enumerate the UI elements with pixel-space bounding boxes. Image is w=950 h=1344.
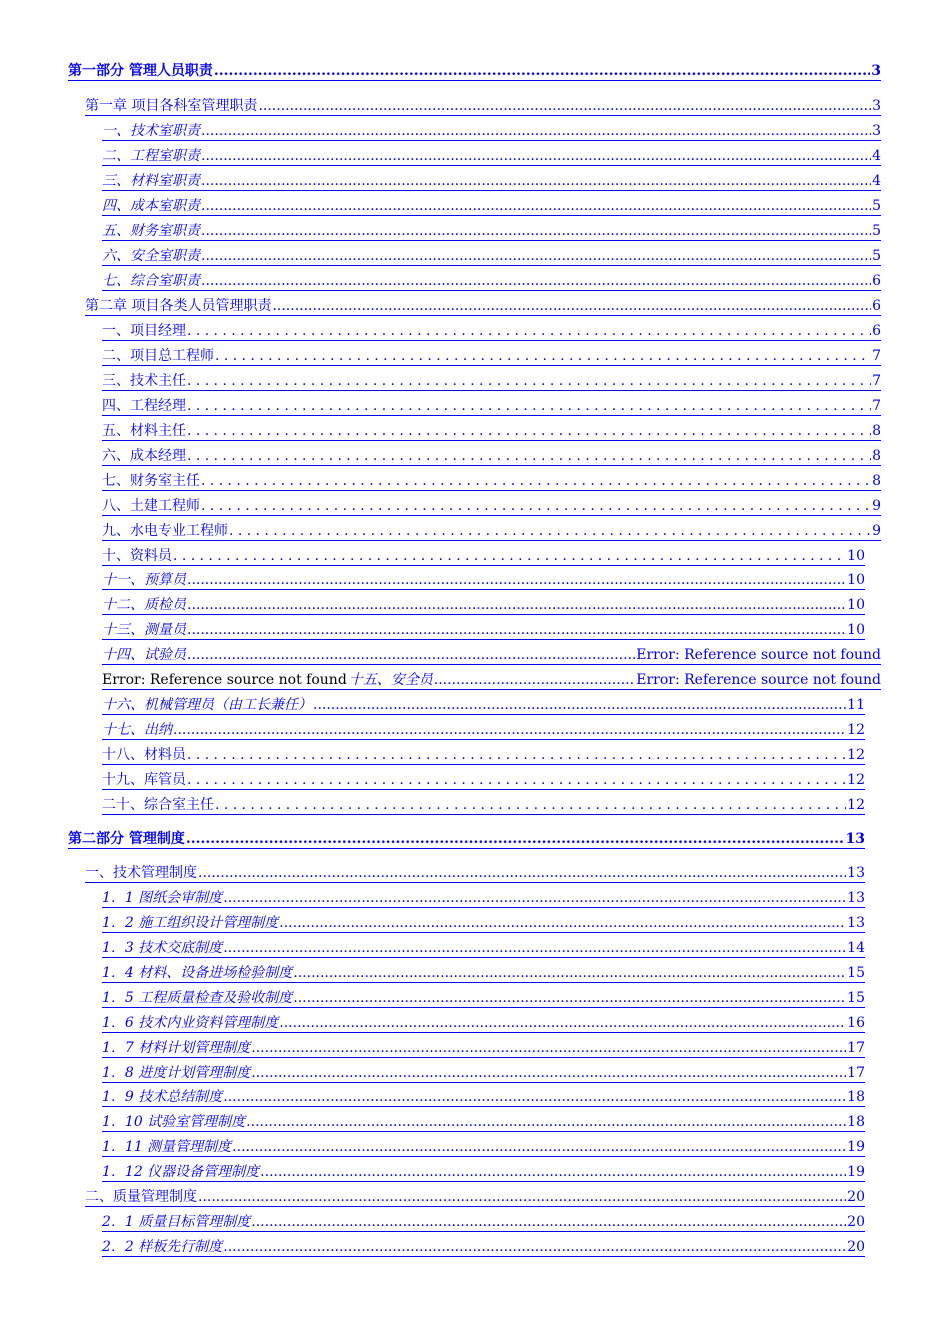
toc-entry-title[interactable]: 九、水电专业工程师 (102, 523, 228, 539)
toc-entry-page-number[interactable]: 3 (872, 98, 881, 114)
toc-entry-page-number[interactable]: 15 (847, 965, 865, 981)
toc-dot-leader (201, 497, 871, 515)
toc-entry[interactable] (102, 1161, 865, 1182)
toc-dot-leader (187, 621, 846, 639)
toc-entry[interactable] (102, 220, 881, 241)
toc-dot-leader (232, 1138, 846, 1156)
toc-entry-title[interactable]: 1．12 仪器设备管理制度 (102, 1164, 260, 1180)
toc-entry[interactable] (102, 569, 865, 590)
toc-entry[interactable] (68, 60, 881, 81)
toc-entry-page-number[interactable]: 13 (845, 831, 865, 847)
toc-entry-title[interactable]: 1．5 工程质量检查及验收制度 (102, 990, 293, 1006)
toc-entry-page-number[interactable]: 13 (847, 865, 865, 881)
toc-entry[interactable] (102, 245, 881, 266)
toc-entry-title[interactable]: 1．11 测量管理制度 (102, 1139, 232, 1155)
toc-entry[interactable] (102, 445, 881, 466)
toc-dot-leader (251, 1213, 846, 1231)
toc-dot-leader (187, 447, 871, 465)
toc-entry[interactable] (102, 520, 881, 541)
toc-dot-leader (201, 147, 871, 165)
toc-dot-leader (201, 222, 871, 240)
toc-entry-page-number[interactable]: Error: Reference source not found (636, 647, 881, 663)
toc-entry[interactable] (102, 395, 881, 416)
toc-entry-page-number[interactable]: 19 (847, 1164, 865, 1180)
toc-dot-leader (272, 297, 871, 315)
toc-entry[interactable] (102, 937, 865, 958)
toc-entry-page-number[interactable]: 19 (847, 1139, 865, 1155)
toc-dot-leader (198, 864, 846, 882)
toc-entry-page-number[interactable]: 16 (847, 1015, 865, 1031)
toc-entry-title[interactable]: 2．1 质量目标管理制度 (102, 1214, 251, 1230)
toc-entry-title[interactable]: 一、技术管理制度 (85, 865, 197, 881)
toc-entry[interactable] (102, 145, 881, 166)
toc-entry-page-number[interactable]: 17 (847, 1065, 865, 1081)
toc-entry[interactable] (102, 1111, 865, 1132)
toc-entry[interactable] (102, 1037, 865, 1058)
toc-dot-leader (187, 372, 871, 390)
toc-entry[interactable] (102, 195, 881, 216)
toc-entry-title[interactable]: 十六、机械管理员（由工长兼任） (102, 697, 312, 713)
toc-entry-page-number[interactable]: 6 (872, 298, 881, 314)
toc-entry-page-number[interactable]: 8 (872, 473, 881, 489)
toc-dot-leader (246, 1113, 846, 1131)
toc-entry-page-number[interactable]: 15 (847, 990, 865, 1006)
toc-entry[interactable] (102, 887, 865, 908)
toc-entry-title[interactable]: 四、工程经理 (102, 398, 186, 414)
toc-entry-page-number[interactable]: 10 (847, 572, 865, 588)
toc-entry-page-number[interactable]: 6 (872, 323, 881, 339)
toc-dot-leader (293, 964, 846, 982)
toc-dot-leader (229, 522, 871, 540)
toc-dot-leader (293, 989, 846, 1007)
toc-entry[interactable] (102, 769, 865, 790)
toc-entry-title[interactable]: 十三、测量员 (102, 622, 186, 638)
toc-entry[interactable] (102, 420, 881, 441)
toc-entry[interactable] (85, 95, 881, 116)
toc-entry-page-number[interactable]: 12 (847, 747, 865, 763)
toc-dot-leader (201, 197, 871, 215)
toc-entry[interactable] (102, 987, 865, 1008)
toc-entry[interactable] (102, 1086, 865, 1107)
toc-dot-leader (223, 889, 846, 907)
toc-dot-leader (187, 322, 871, 340)
toc-entry-page-number[interactable]: 18 (847, 1089, 865, 1105)
toc-dot-leader (279, 914, 846, 932)
toc-entry-title[interactable]: 二、项目总工程师 (102, 348, 214, 364)
toc-entry-title[interactable]: 八、土建工程师 (102, 498, 200, 514)
toc-entry[interactable] (102, 644, 881, 665)
toc-entry[interactable] (102, 270, 881, 291)
toc-entry-page-number[interactable]: 12 (847, 772, 865, 788)
toc-dot-leader (279, 1014, 846, 1032)
toc-dot-leader (201, 472, 871, 490)
toc-entry-page-number[interactable]: 5 (872, 198, 881, 214)
toc-entry-title[interactable]: 一、技术室职责 (102, 123, 200, 139)
toc-entry[interactable] (102, 694, 865, 715)
toc-entry-error-prefix: Error: Reference source not found (102, 672, 347, 688)
toc-entry-title[interactable]: 1．7 材料计划管理制度 (102, 1040, 251, 1056)
toc-entry[interactable] (102, 744, 865, 765)
toc-entry-title[interactable]: 1．2 施工组织设计管理制度 (102, 915, 279, 931)
toc-dot-leader (201, 247, 871, 265)
toc-entry[interactable] (102, 1136, 865, 1157)
toc-entry[interactable] (102, 495, 881, 516)
toc-entry-title[interactable]: 三、技术主任 (102, 373, 186, 389)
toc-dot-leader (187, 571, 846, 589)
toc-entry-page-number[interactable]: 9 (872, 523, 881, 539)
toc-entry-title[interactable]: 十九、库管员 (102, 772, 186, 788)
toc-entry-page-number[interactable]: 10 (847, 548, 865, 564)
toc-dot-leader (201, 272, 871, 290)
toc-entry-page-number[interactable]: 20 (847, 1214, 865, 1230)
toc-entry-page-number[interactable]: 3 (871, 63, 881, 79)
toc-dot-leader (187, 746, 846, 764)
toc-entry[interactable] (102, 1211, 865, 1232)
toc-entry[interactable] (85, 862, 865, 883)
toc-entry-page-number[interactable]: 4 (872, 148, 881, 164)
toc-entry-title[interactable]: 1．8 进度计划管理制度 (102, 1065, 251, 1081)
toc-entry-title[interactable]: 1．9 技术总结制度 (102, 1089, 223, 1105)
toc-dot-leader (201, 122, 871, 140)
toc-entry[interactable] (102, 669, 881, 690)
toc-entry-page-number[interactable]: 8 (872, 423, 881, 439)
toc-entry-title[interactable]: 十、资料员 (102, 548, 172, 564)
toc-entry-title[interactable]: 2．2 样板先行制度 (102, 1239, 223, 1255)
toc-entry[interactable] (102, 912, 865, 933)
toc-entry-title[interactable]: 十八、材料员 (102, 747, 186, 763)
toc-dot-leader (187, 646, 635, 664)
toc-entry-title[interactable]: 第一部分 管理人员职责 (68, 63, 213, 79)
toc-entry-page-number[interactable]: 4 (872, 173, 881, 189)
toc-entry[interactable] (102, 1236, 865, 1257)
toc-entry-title[interactable]: 六、安全室职责 (102, 248, 200, 264)
toc-entry-page-number[interactable]: Error: Reference source not found (636, 672, 881, 688)
toc-entry[interactable] (102, 370, 881, 391)
toc-dot-leader (187, 422, 871, 440)
toc-entry[interactable] (102, 719, 865, 740)
toc-entry[interactable] (85, 1186, 865, 1207)
toc-entry-page-number[interactable]: 14 (847, 940, 865, 956)
toc-entry-title[interactable]: 1．10 试验室管理制度 (102, 1114, 246, 1130)
toc-entry-page-number[interactable]: 9 (872, 498, 881, 514)
toc-entry[interactable] (102, 1012, 865, 1033)
toc-entry-title[interactable]: 六、成本经理 (102, 448, 186, 464)
toc-entry-page-number[interactable]: 10 (847, 622, 865, 638)
toc-entry[interactable] (102, 962, 865, 983)
toc-entry-title[interactable]: 三、材料室职责 (102, 173, 200, 189)
toc-entry[interactable] (102, 1062, 865, 1083)
toc-entry-title[interactable]: 二、质量管理制度 (85, 1189, 197, 1205)
toc-dot-leader (215, 796, 846, 814)
toc-entry-page-number[interactable]: 13 (847, 890, 865, 906)
toc-dot-leader (223, 939, 846, 957)
toc-entry[interactable] (102, 170, 881, 191)
toc-entry-title[interactable]: 第二章 项目各类人员管理职责 (85, 298, 272, 314)
toc-entry-title[interactable]: 十一、预算员 (102, 572, 186, 588)
toc-dot-leader (434, 671, 635, 689)
toc-dot-leader (198, 1188, 846, 1206)
toc-entry-page-number[interactable]: 7 (872, 348, 881, 364)
toc-entry[interactable] (68, 828, 865, 849)
toc-entry-title[interactable]: 一、项目经理 (102, 323, 186, 339)
toc-entry-page-number[interactable]: 5 (872, 223, 881, 239)
toc-dot-leader (258, 97, 871, 115)
toc-dot-leader (260, 1163, 846, 1181)
toc-entry[interactable] (102, 470, 881, 491)
toc-dot-leader (173, 721, 846, 739)
toc-dot-leader (313, 696, 846, 714)
toc-entry-page-number[interactable]: 6 (872, 273, 881, 289)
toc-dot-leader (223, 1238, 846, 1256)
toc-entry-title[interactable]: 1．1 图纸会审制度 (102, 890, 223, 906)
toc-entry-page-number[interactable]: 10 (847, 597, 865, 613)
toc-entry-title[interactable]: 第一章 项目各科室管理职责 (85, 98, 258, 114)
toc-entry-title[interactable]: 四、成本室职责 (102, 198, 200, 214)
toc-dot-leader (187, 596, 846, 614)
toc-entry-title[interactable]: 第二部分 管理制度 (68, 831, 185, 847)
toc-dot-leader (223, 1088, 846, 1106)
toc-entry[interactable] (102, 345, 881, 366)
toc-entry-title[interactable]: 七、综合室职责 (102, 273, 200, 289)
toc-entry-page-number[interactable]: 13 (847, 915, 865, 931)
toc-entry-page-number[interactable]: 20 (847, 1239, 865, 1255)
toc-entry[interactable] (102, 794, 865, 815)
toc-entry-page-number[interactable]: 8 (872, 448, 881, 464)
toc-entry-title[interactable]: 二十、综合室主任 (102, 797, 214, 813)
toc-entry-title[interactable]: 十七、出纳 (102, 722, 172, 738)
toc-entry[interactable] (102, 619, 865, 640)
toc-entry-page-number[interactable]: 12 (847, 797, 865, 813)
toc-entry-page-number[interactable]: 7 (872, 373, 881, 389)
toc-entry-page-number[interactable]: 3 (872, 123, 881, 139)
toc-dot-leader (187, 397, 871, 415)
toc-entry-title[interactable]: 五、财务室职责 (102, 223, 200, 239)
toc-entry-title[interactable]: 1．4 材料、设备进场检验制度 (102, 965, 293, 981)
toc-entry-title[interactable]: 七、财务室主任 (102, 473, 200, 489)
toc-entry-title[interactable]: 十四、试验员 (102, 647, 186, 663)
toc-entry-title[interactable]: 1．6 技术内业资料管理制度 (102, 1015, 279, 1031)
toc-entry-page-number[interactable]: 17 (847, 1040, 865, 1056)
toc-dot-leader (251, 1064, 846, 1082)
toc-entry[interactable] (102, 594, 865, 615)
toc-dot-leader (186, 830, 845, 848)
toc-entry-page-number[interactable]: 12 (847, 722, 865, 738)
toc-entry-page-number[interactable]: 11 (847, 697, 865, 713)
toc-dot-leader (215, 347, 871, 365)
toc-dot-leader (214, 62, 870, 80)
toc-entry-page-number[interactable]: 7 (872, 398, 881, 414)
toc-entry-page-number[interactable]: 18 (847, 1114, 865, 1130)
toc-entry[interactable] (102, 320, 881, 341)
toc-entry[interactable] (85, 295, 881, 316)
toc-entry-title[interactable]: 十五、安全员 (348, 672, 433, 688)
toc-entry-title[interactable]: 二、工程室职责 (102, 148, 200, 164)
toc-entry-page-number[interactable]: 5 (872, 248, 881, 264)
toc-entry[interactable] (102, 120, 881, 141)
toc-entry-title[interactable]: 1．3 技术交底制度 (102, 940, 223, 956)
toc-dot-leader (251, 1039, 846, 1057)
toc-entry-page-number[interactable]: 20 (847, 1189, 865, 1205)
toc-entry[interactable] (102, 545, 865, 566)
toc-dot-leader (187, 771, 846, 789)
toc-dot-leader (173, 547, 846, 565)
toc-dot-leader (201, 172, 871, 190)
toc-entry-title[interactable]: 五、材料主任 (102, 423, 186, 439)
toc-entry-title[interactable]: 十二、质检员 (102, 597, 186, 613)
